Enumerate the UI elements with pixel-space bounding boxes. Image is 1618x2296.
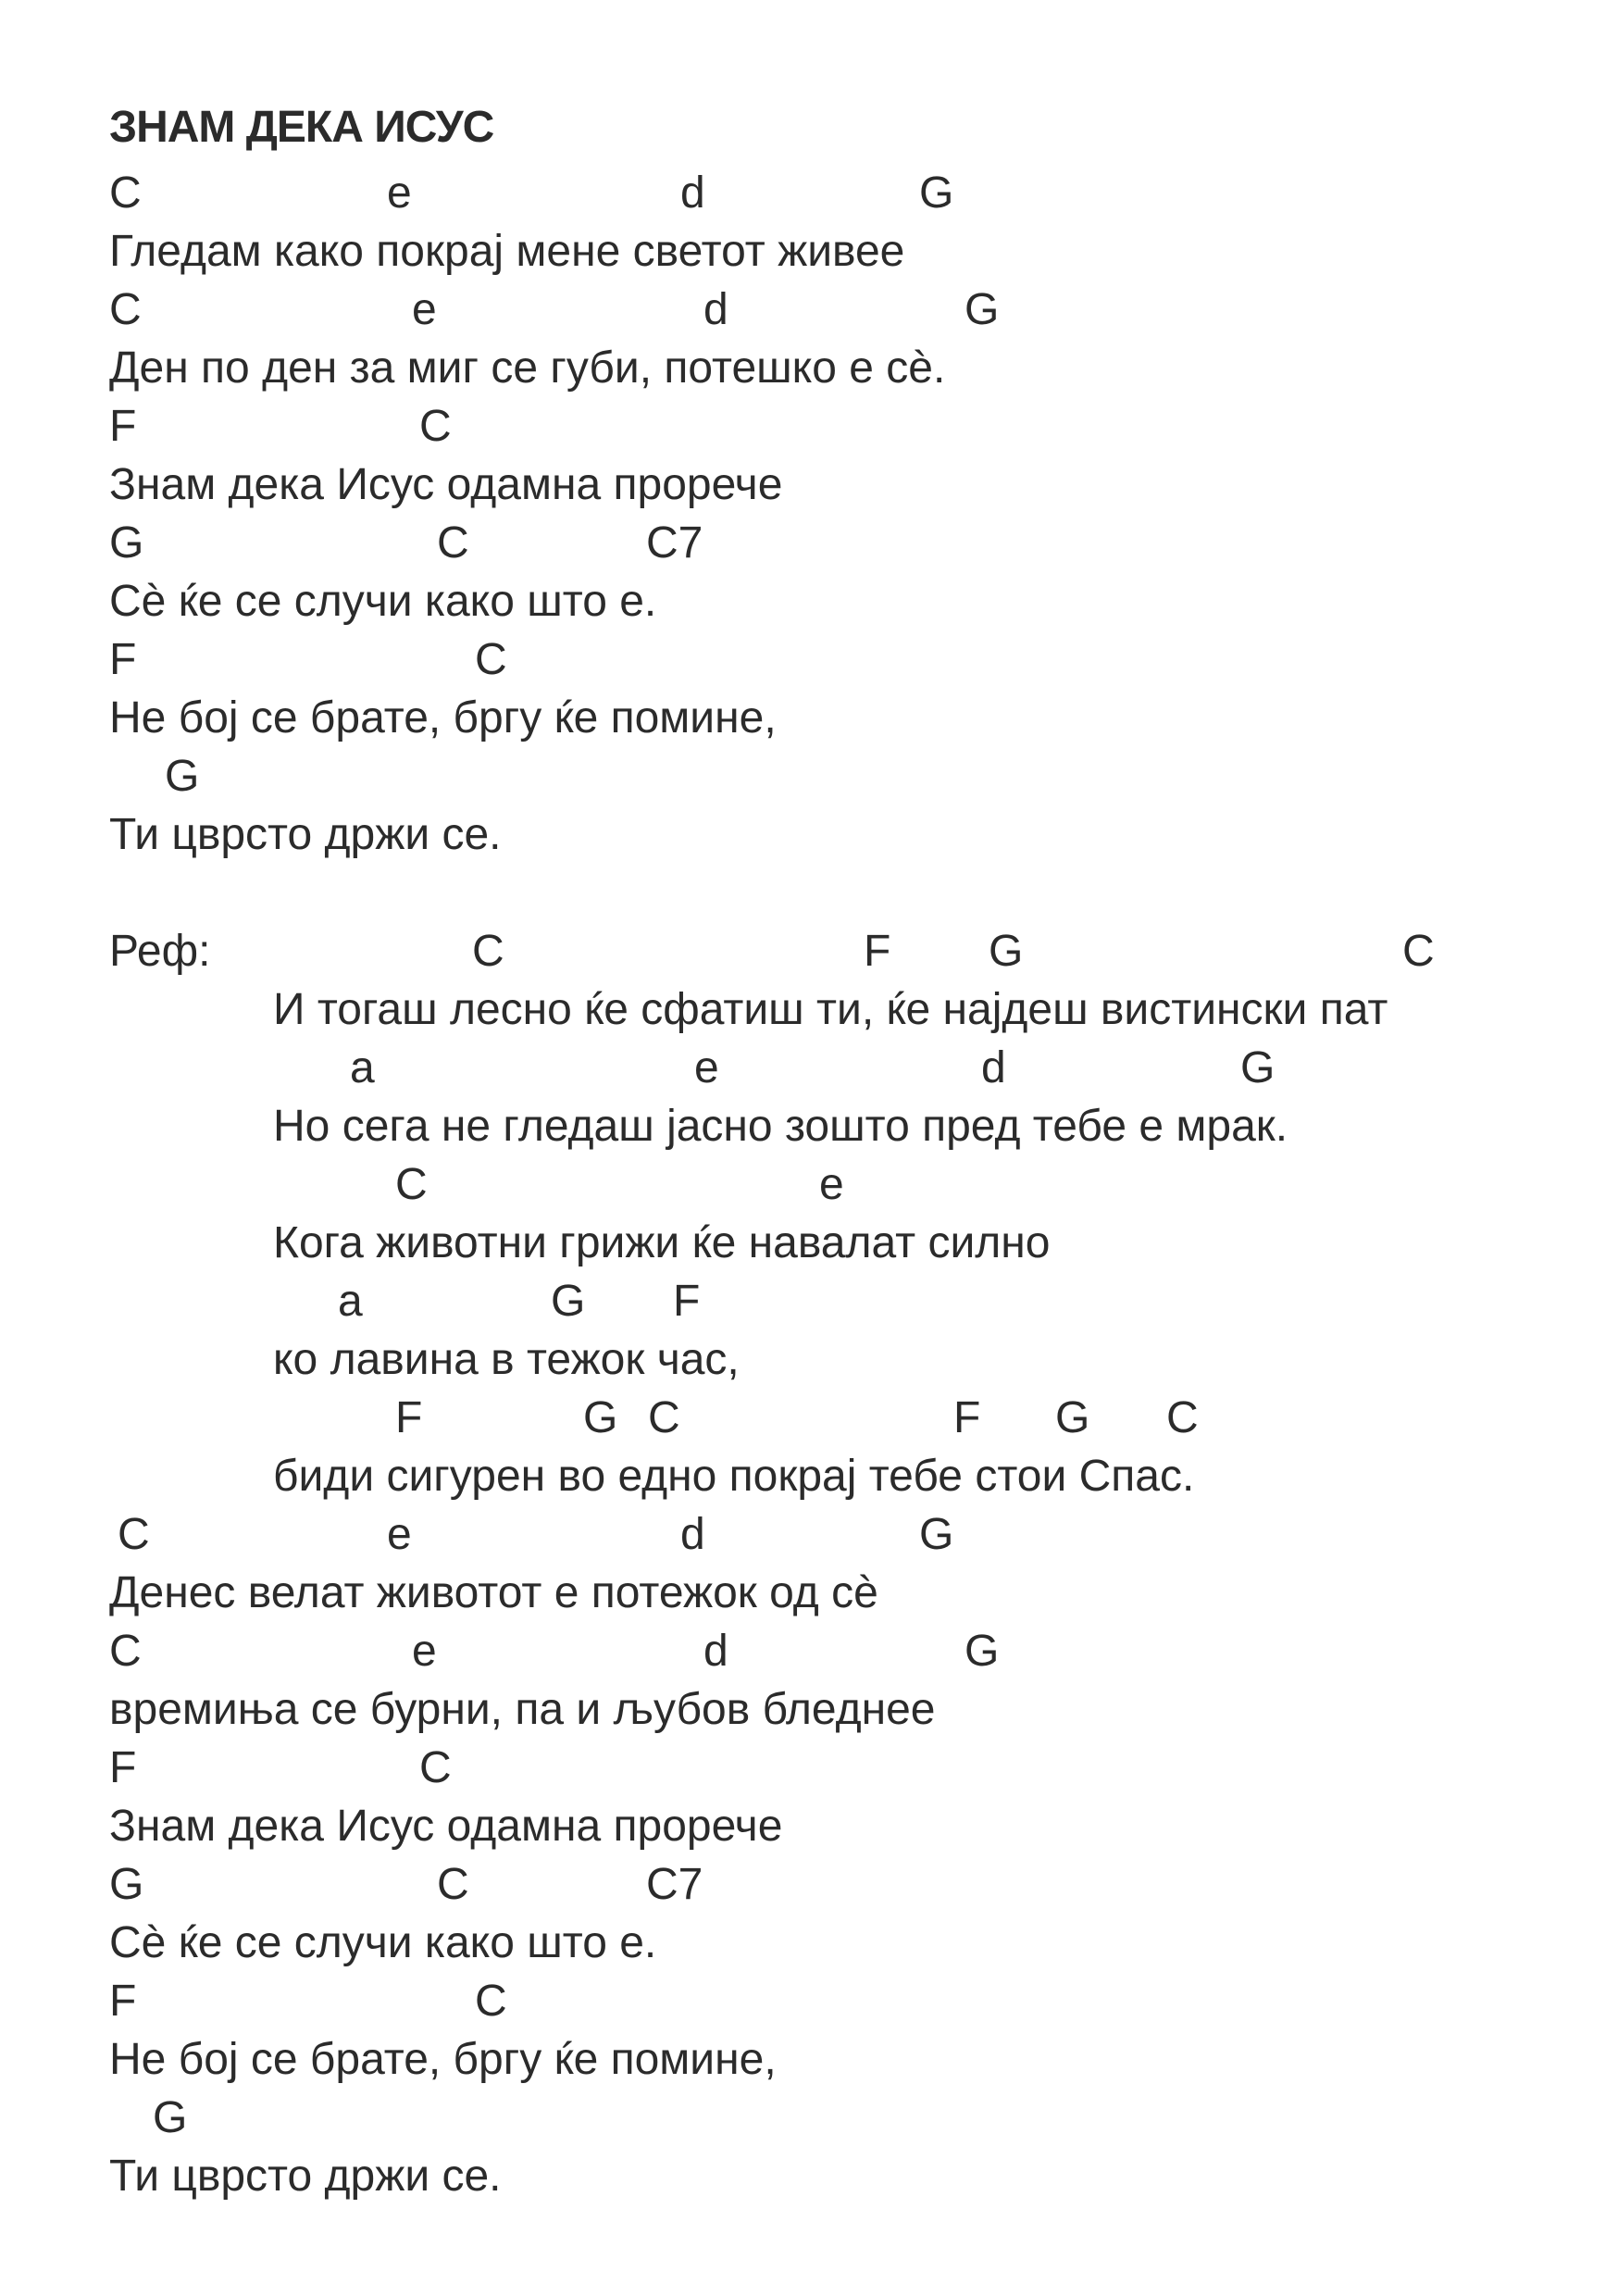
chord: C [109, 168, 142, 218]
chord: e [819, 1160, 844, 1209]
chord: C [1166, 1393, 1199, 1442]
lyric-line: Денес велат животот е потежок од сѐ [109, 1568, 878, 1617]
chord: G [919, 168, 954, 218]
chord: G [551, 1277, 586, 1326]
chord: C [395, 1160, 428, 1209]
chord: G [1055, 1393, 1090, 1442]
lyric-line: Сѐ ќе се случи како што е. [109, 577, 657, 626]
chord: d [703, 285, 728, 334]
lyric-line: Знам дека Исус одамна прорече [109, 1802, 783, 1851]
chorus-label: Реф: [109, 927, 211, 976]
chord: F [395, 1393, 423, 1442]
chord: F [109, 1977, 137, 2026]
chord: F [109, 1743, 137, 1792]
chord: C [419, 1743, 452, 1792]
chord: G [965, 285, 1000, 334]
chord: a [338, 1277, 363, 1326]
lyric-line: Ти цврсто држи се. [109, 810, 502, 859]
lyric-line: Не бој се брате, бргу ќе помине, [109, 2035, 777, 2084]
lyric-line: Знам дека Исус одамна прорече [109, 460, 783, 509]
chord: C [472, 927, 504, 976]
chord: a [350, 1043, 375, 1092]
chord: F [109, 402, 137, 451]
lyric-line: Не бој се брате, бргу ќе помине, [109, 693, 777, 742]
chord: G [153, 2093, 188, 2142]
chord: e [412, 1627, 437, 1676]
chord: d [680, 168, 705, 218]
chord: C7 [646, 518, 703, 568]
chord: G [109, 518, 144, 568]
chord: C [419, 402, 452, 451]
lyric-line: Ти цврсто држи се. [109, 2152, 502, 2201]
chord: C [437, 518, 469, 568]
lyric-line: И тогаш лесно ќе сфатиш ти, ќе најдеш вистински пат [273, 985, 1388, 1034]
chord: G [965, 1627, 1000, 1676]
chord: C [118, 1510, 150, 1559]
lyric-line: Кога животни грижи ќе навалат силно [273, 1218, 1051, 1267]
chord: e [387, 1510, 412, 1559]
chord: d [981, 1043, 1006, 1092]
chord: F [864, 927, 891, 976]
lyric-line: биди сигурен во едно покрај тебе стои Спас. [273, 1452, 1195, 1501]
chord: C [1402, 927, 1435, 976]
chord: G [989, 927, 1024, 976]
chord: e [694, 1043, 719, 1092]
chord: F [109, 635, 137, 684]
chord: G [583, 1393, 618, 1442]
lyric-line: Сѐ ќе се случи како што е. [109, 1918, 657, 1967]
chord: e [412, 285, 437, 334]
chord: d [703, 1627, 728, 1676]
chord: C [475, 1977, 507, 2026]
chord: C7 [646, 1860, 703, 1909]
lyric-line: ко лавина в тежок час, [273, 1335, 740, 1384]
chord: G [919, 1510, 954, 1559]
lyric-line: времиња се бурни, па и љубов бледнее [109, 1685, 936, 1734]
chord: d [680, 1510, 705, 1559]
chord: F [673, 1277, 701, 1326]
lyric-line: Но сега не гледаш јасно зошто пред тебе е мрак. [273, 1102, 1288, 1151]
chord: C [109, 285, 142, 334]
chord: C [109, 1627, 142, 1676]
chord: e [387, 168, 412, 218]
chord: G [109, 1860, 144, 1909]
chord: C [475, 635, 507, 684]
chord: C [648, 1393, 680, 1442]
lyric-line: Гледам како покрај мене светот живее [109, 227, 905, 276]
song-title: ЗНАМ ДЕКА ИСУС [109, 103, 494, 152]
chord: F [953, 1393, 981, 1442]
chord: C [437, 1860, 469, 1909]
lyric-line: Ден по ден за миг се губи, потешко е сѐ. [109, 343, 946, 393]
chord: G [1240, 1043, 1276, 1092]
chord: G [165, 752, 200, 801]
